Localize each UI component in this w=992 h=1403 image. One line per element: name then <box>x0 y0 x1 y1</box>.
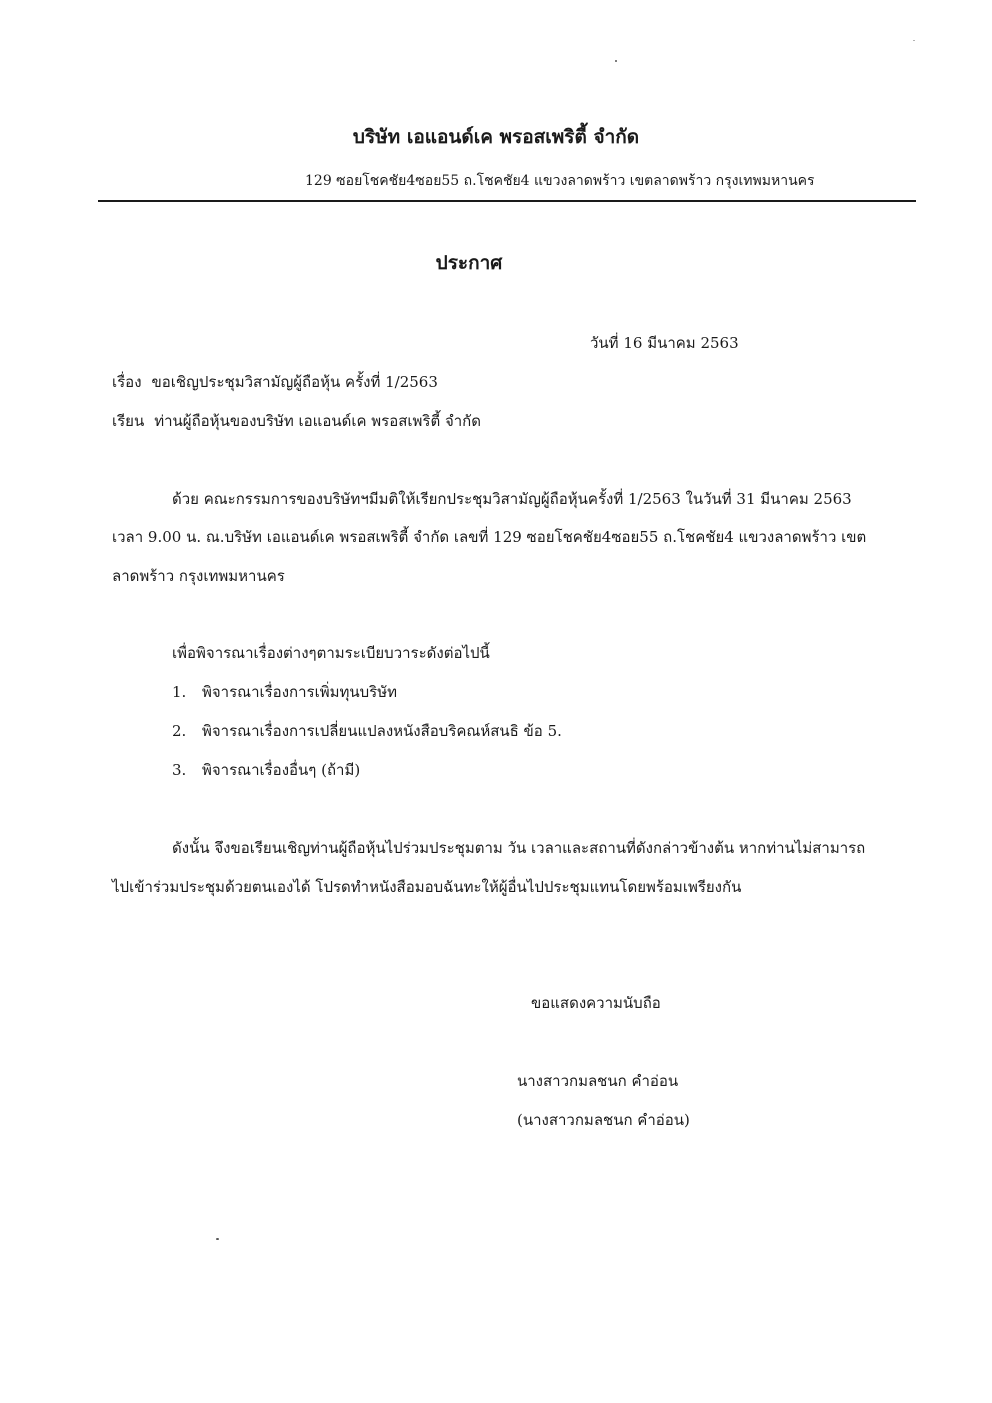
agenda-item <box>172 719 562 743</box>
addressee-text: ท่านผู้ถือหุ้นของบริษัท เอแอนด์เค พรอสเพริตี้ จำกัด <box>154 412 481 430</box>
closing-salutation: ขอแสดงความนับถือ <box>531 994 661 1012</box>
agenda-item-text: พิจารณาเรื่องการเปลี่ยนแปลงหนังสือบริคณห์สนธิ ข้อ 5. <box>202 722 562 740</box>
agenda-item-text: พิจารณาเรื่องการเพิ่มทุนบริษัท <box>202 683 397 701</box>
subject-line <box>112 370 438 394</box>
document-date: วันที่ 16 มีนาคม 2563 <box>590 334 739 352</box>
paragraph1-line1: ด้วย คณะกรรมการของบริษัทฯมีมติให้เรียกประชุมวิสามัญผู้ถือหุ้นครั้งที่ 1/2563 ในวันที่ 31 มีนาคม 2563 <box>172 490 852 508</box>
paragraph2-line2: ไปเข้าร่วมประชุมด้วยตนเองได้ โปรดทำหนังสือมอบฉันทะให้ผู้อื่นไปประชุมแทนโดยพร้อมเพรียงกัน <box>112 878 742 896</box>
scan-speck <box>913 40 915 41</box>
subject-label: เรื่อง <box>112 373 142 391</box>
paragraph1-line3: ลาดพร้าว กรุงเทพมหานคร <box>112 567 285 585</box>
agenda-item-number: 1. <box>172 683 187 701</box>
agenda-intro: เพื่อพิจารณาเรื่องต่างๆตามระเบียบวาระดังต่อไปนี้ <box>172 644 490 662</box>
document-title: ประกาศ <box>435 252 503 274</box>
addressee-label: เรียน <box>112 412 145 430</box>
subject-text: ขอเชิญประชุมวิสามัญผู้ถือหุ้น ครั้งที่ 1/2563 <box>151 373 438 391</box>
scan-speck <box>216 1238 219 1240</box>
header-divider <box>98 200 916 202</box>
scan-speck <box>615 60 617 62</box>
addressee-line <box>112 409 481 433</box>
agenda-item-number: 2. <box>172 722 187 740</box>
agenda-item-number: 3. <box>172 761 187 779</box>
agenda-item <box>172 680 397 704</box>
agenda-item-text: พิจารณาเรื่องอื่นๆ (ถ้ามี) <box>202 761 361 779</box>
signer-name-parenthesized: (นางสาวกมลชนก คำอ่อน) <box>517 1111 690 1129</box>
agenda-item <box>172 758 360 782</box>
signer-name: นางสาวกมลชนก คำอ่อน <box>517 1072 679 1090</box>
paragraph2-line1: ดังนั้น จึงขอเรียนเชิญท่านผู้ถือหุ้นไปร่วมประชุมตาม วัน เวลาและสถานที่ดังกล่าวข้างต้น หากท่านไม่สามารถ <box>172 839 866 857</box>
company-address: 129 ซอยโชคชัย4ซอย55 ถ.โชคชัย4 แขวงลาดพร้าว เขตลาดพร้าว กรุงเทพมหานคร <box>305 173 815 189</box>
company-name <box>0 122 992 152</box>
company-name-text: บริษัท เอแอนด์เค พรอสเพริตี้ จำกัด <box>352 126 640 148</box>
paragraph1-line2: เวลา 9.00 น. ณ.บริษัท เอแอนด์เค พรอสเพริตี้ จำกัด เลขที่ 129 ซอยโชคชัย4ซอย55 ถ.โชคชัย4 แขวงลาดพร้าว เขต <box>112 528 867 546</box>
